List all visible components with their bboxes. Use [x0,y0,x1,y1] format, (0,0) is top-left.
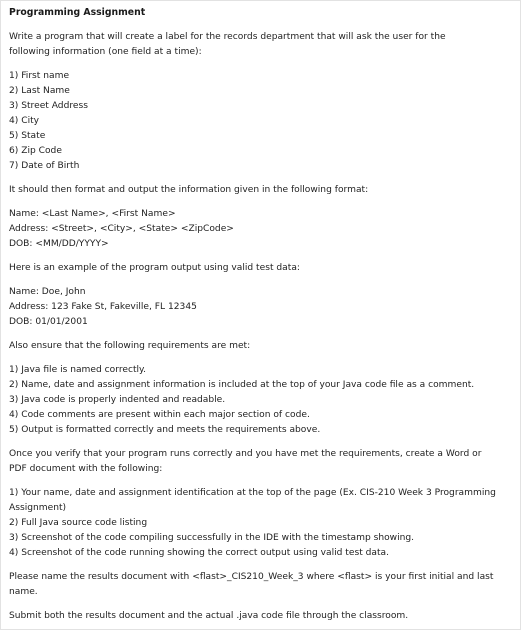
example-output [9,285,520,330]
submit-note: Submit both the results document and the actual .java code file through the classroom. [9,611,409,621]
fields-list [9,69,520,174]
list-item: 5) Output is formatted correctly and meets the requirements above. [9,425,321,435]
list-item: 2) Last Name [9,86,70,96]
list-item: 7) Date of Birth [9,161,80,171]
list-item: 4) City [9,116,40,126]
example-line: Address: 123 Fake St, Fakeville, FL 12345 [9,302,197,312]
list-item: 2) Name, date and assignment information is included at the top of your Java code file as a comment. [9,380,475,390]
naming-note: Please name the results document with <flast>_CIS210_Week_3 where <flast> is your first initial and last name. [9,572,494,597]
list-item: 4) Screenshot of the code running showing the correct output using valid test data. [9,548,390,558]
list-item: 3) Street Address [9,101,88,111]
list-item: 4) Code comments are present within each major section of code. [9,410,310,420]
requirements-intro: Also ensure that the following requirements are met: [9,341,251,351]
format-template [9,207,520,252]
assignment-content [1,1,520,624]
assignment-title: Programming Assignment [9,7,146,18]
list-item: 3) Screenshot of the code compiling successfully in the IDE with the timestamp showing. [9,533,415,543]
list-item: 2) Full Java source code listing [9,518,148,528]
format-line: Name: <Last Name>, <First Name> [9,209,176,219]
list-item: 1) Java file is named correctly. [9,365,147,375]
list-item: 3) Java code is properly indented and readable. [9,395,226,405]
deliverables-list [9,486,499,561]
verify-intro: Once you verify that your program runs correctly and you have met the requirements, create a Word or PDF document with the following: [9,449,482,474]
example-line: DOB: 01/01/2001 [9,317,88,327]
format-line: DOB: <MM/DD/YYYY> [9,239,109,249]
list-item: 6) Zip Code [9,146,62,156]
list-item: 5) State [9,131,46,141]
requirements-list [9,363,520,438]
format-intro: It should then format and output the information given in the following format: [9,185,369,195]
example-line: Name: Doe, John [9,287,86,297]
list-item: 1) Your name, date and assignment identification at the top of the page (Ex. CIS-210 Week 3 Programming Assignment) [9,488,496,513]
format-line: Address: <Street>, <City>, <State> <ZipCode> [9,224,234,234]
intro-paragraph: Write a program that will create a label for the records department that will ask the user for the following information (one field at a time): [9,32,446,57]
example-intro: Here is an example of the program output using valid test data: [9,263,300,273]
list-item: 1) First name [9,71,70,81]
